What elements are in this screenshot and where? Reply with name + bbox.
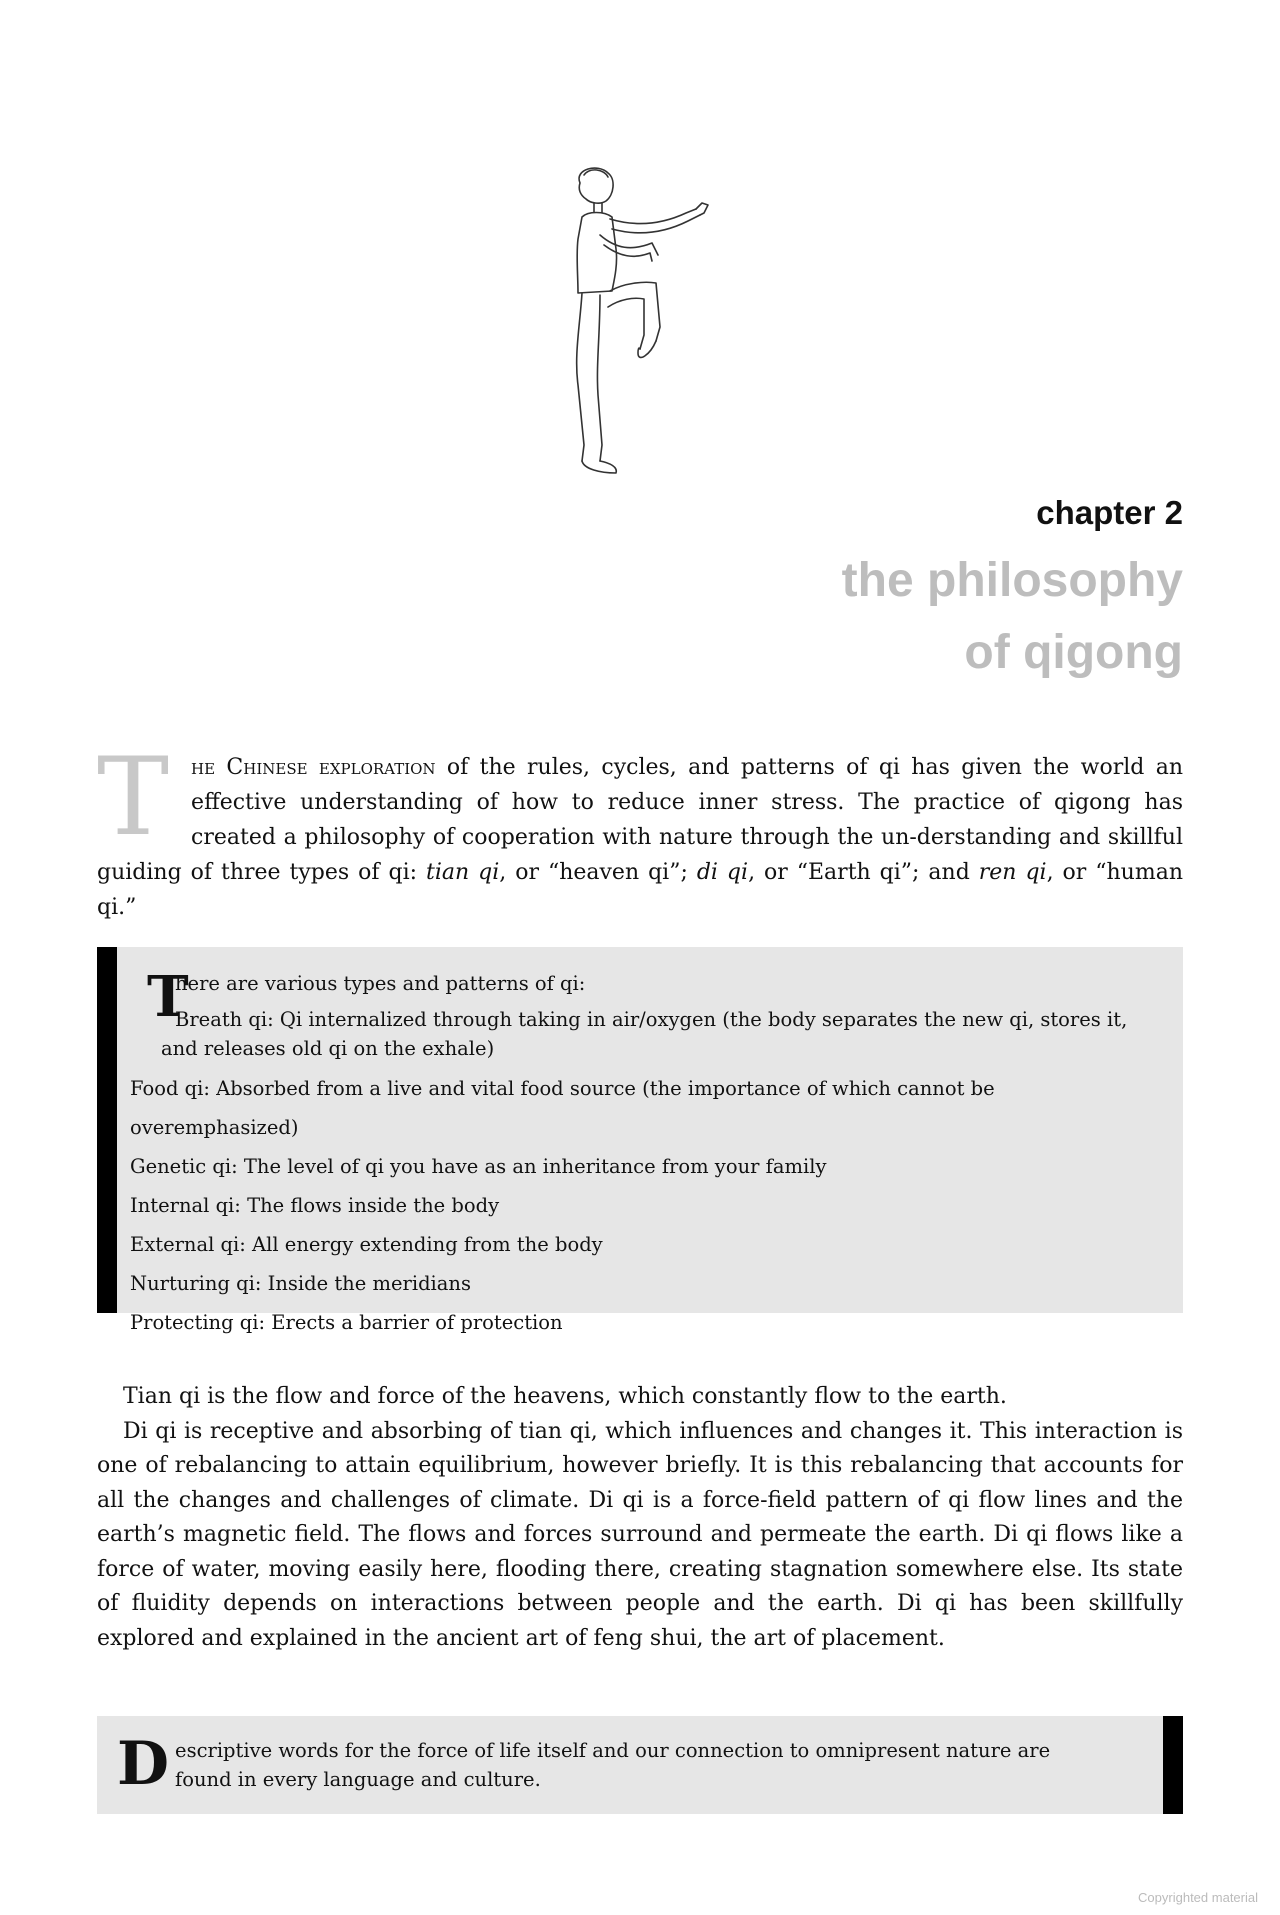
term-tian-qi: tian qi <box>426 860 500 885</box>
intro-text-c: , or “Earth qi”; and <box>748 860 979 885</box>
chapter-number: chapter 2 <box>1036 494 1183 531</box>
qi-types-list <box>130 1069 1143 1342</box>
intro-text-b: , or “heaven qi”; <box>499 860 697 885</box>
list-item: Internal qi: The flows inside the body <box>130 1194 500 1217</box>
pullquote-text: escriptive words for the force of life itself and our connection to omnipresent nature are found in every language and culture. <box>175 1739 1051 1791</box>
sidebar-item-breath-qi: Breath qi: Qi internalized through taking in air/oxygen (the body separates the new qi, stores it, and releases old qi on the exhale) <box>161 1008 1128 1060</box>
intro-paragraph <box>97 735 1184 925</box>
qigong-figure-illustration <box>560 165 740 485</box>
intro-smallcaps: he Chinese exploration <box>191 755 436 780</box>
list-item: Food qi: Absorbed from a live and vital food source (the importance of which cannot be overemphasized) <box>130 1077 995 1139</box>
copyright-footer: Copyrighted material <box>1138 1890 1258 1905</box>
list-item: External qi: All energy extending from the body <box>130 1233 603 1256</box>
body-paragraph-1: Tian qi is the flow and force of the heavens, which constantly flow to the earth. <box>123 1384 1007 1409</box>
sidebar-lead-text: here are various types and patterns of qi: <box>175 972 586 995</box>
chapter-title-line-2: of qigong <box>964 626 1183 679</box>
list-item: Genetic qi: The level of qi you have as an inheritance from your family <box>130 1155 827 1178</box>
term-di-qi: di qi <box>696 860 749 885</box>
term-ren-qi: ren qi <box>978 860 1047 885</box>
list-item: Nurturing qi: Inside the meridians <box>130 1272 471 1295</box>
sidebar-drop-cap: T <box>147 964 189 1030</box>
list-item: Protecting qi: Erects a barrier of protection <box>130 1311 563 1334</box>
body-text <box>97 1380 1183 1656</box>
pullquote-drop-cap: D <box>117 1729 170 1799</box>
chapter-title <box>583 545 1183 689</box>
drop-cap: T <box>97 735 170 860</box>
body-paragraph-2: Di qi is receptive and absorbing of tian qi, which influences and changes it. This interaction is one of rebalancing to attain equilibrium, however briefly. It is this rebalancing that accounts for all the changes and challenges of climate. Di qi is a force-field pattern of qi flow lines and the earth’s magnetic field. The flows and forces surround and permeate the earth. Di qi flows like a force of water, moving easily here, flooding there, creating stagnation somewhere else. Its state of fluidity depends on interactions between people and the earth. Di qi has been skillfully explored and explained in the ancient art of feng shui, the art of placement. <box>97 1418 1183 1651</box>
sidebar-lead <box>130 964 1143 1063</box>
intro-text-a: of the rules, cycles, and patterns of qi has given the world an effective understanding of how to reduce inner stress. The practice of qigong has created a philosophy of cooperation with nature through the un-derstanding and skillful guiding of three types of qi: <box>97 755 1184 885</box>
intro-text-d: , or “human qi.” <box>97 860 1183 920</box>
chapter-title-line-1: the philosophy <box>841 554 1183 607</box>
qi-types-sidebar <box>97 947 1183 1334</box>
pull-quote <box>97 1716 1183 1814</box>
